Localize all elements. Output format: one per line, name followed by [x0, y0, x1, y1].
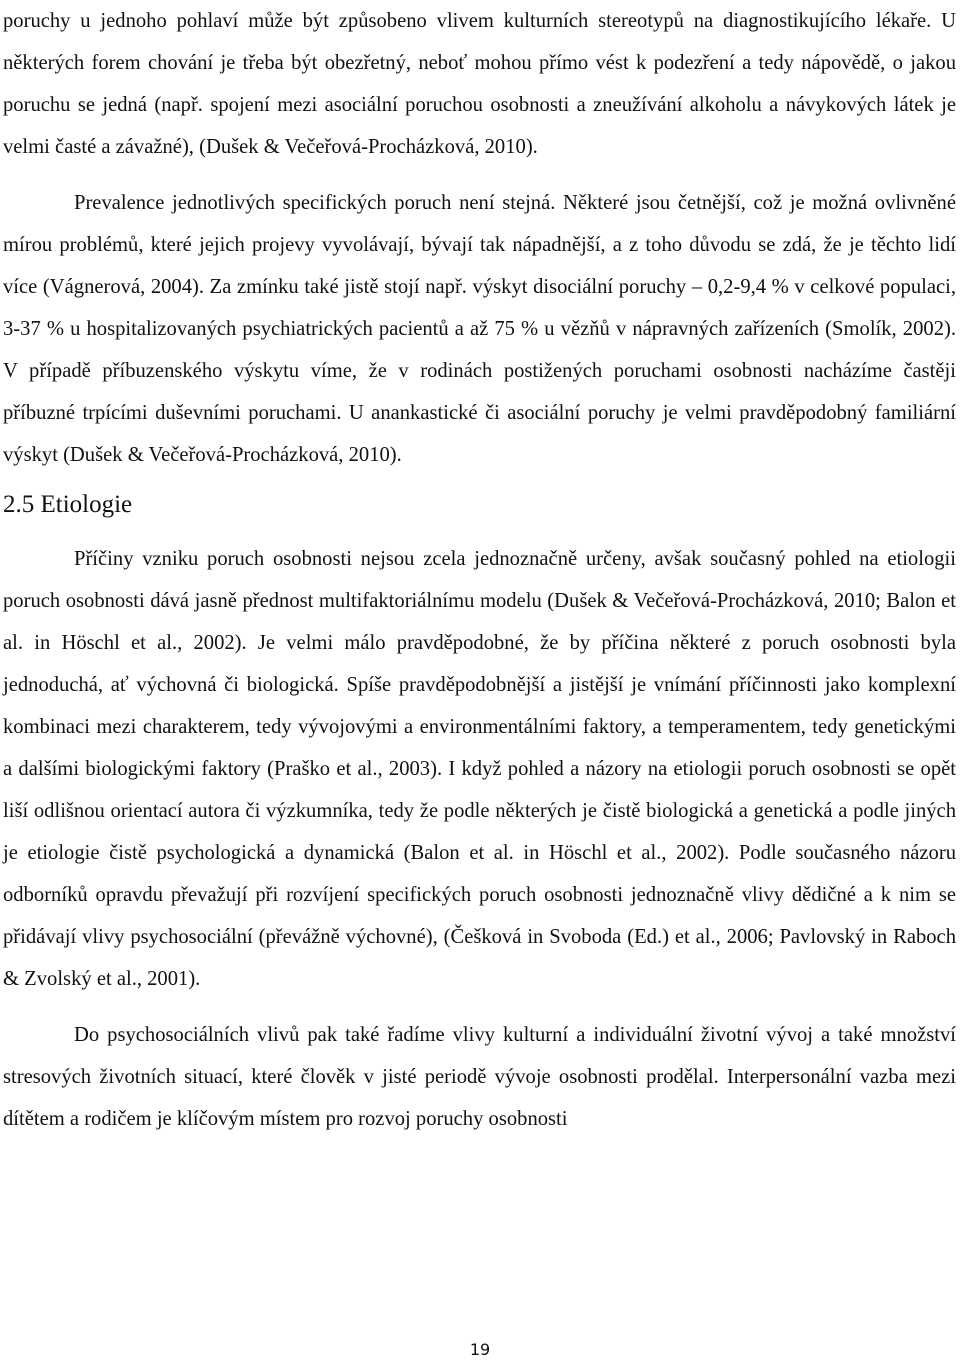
paragraph-prevalence: Prevalence jednotlivých specifických poruch není stejná. Některé jsou četnější, což je možná ovlivněné mírou problémů, které jejich projevy vyvolávají, bývají tak nápadnější, a z toho důvodu se zdá, že je těchto lidí více (Vágnerová, 2004). Za zmínku také jistě stojí např. výskyt disociální poruchy – 0,2-9,4 % v celkové populaci, 3-37 % u hospitalizovaných psychiatrických pacientů a až 75 % u vězňů v nápravných zařízeních (Smolík, 2002). V případě příbuzenského výskytu víme, že v rodinách postižených poruchami osobnosti nacházíme častěji příbuzné trpícími duševními poruchami. U anankastické či asociální poruchy je velmi pravděpodobný familiární výskyt (Dušek & Večeřová-Procházková, 2010). — [3, 192, 956, 466]
page-number: 19 — [469, 1340, 491, 1359]
paragraph-psychosocial: Do psychosociálních vlivů pak také řadíme vlivy kulturní a individuální životní vývoj a také množství stresových životních situací, které člověk v jisté periodě vývoje osobnosti prodělal. Interpersonální vazba mezi dítětem a rodičem je klíčovým místem pro rozvoj poruchy osobnosti — [3, 1024, 956, 1130]
section-heading: 2.5 Etiologie — [3, 491, 133, 518]
paragraph-spacer — [3, 168, 956, 182]
paragraph-continuation: poruchy u jednoho pohlaví může být způsobeno vlivem kulturních stereotypů na diagnostikujícího lékaře. U některých forem chování je třeba být obezřetný, neboť mohou přímo vést k podezření a tedy nápovědě, o jakou poruchu se jedná (např. spojení mezi asociální poruchou osobnosti a zneužívání alkoholu a návykových látek je velmi časté a závažné), (Dušek & Večeřová-Procházková, 2010). — [3, 10, 956, 158]
paragraph-spacer — [3, 476, 956, 486]
paragraph-spacer — [3, 1000, 956, 1014]
document-page — [3, 0, 956, 1140]
paragraph-etiology: Příčiny vzniku poruch osobnosti nejsou zcela jednoznačně určeny, avšak současný pohled na etiologii poruch osobnosti dává jasně přednost multifaktoriálnímu modelu (Dušek & Večeřová-Procházková, 2010; Balon et al. in Höschl et al., 2002). Je velmi málo pravděpodobné, že by příčina některé z poruch osobnosti byla jednoduchá, ať výchovná či biologická. Spíše pravděpodobnější a jistější je vnímání příčinnosti jako komplexní kombinaci mezi charakterem, tedy vývojovými a environmentálními faktory, a temperamentem, tedy genetickými a dalšími biologickými faktory (Praško et al., 2003). I když pohled a názory na etiologii poruch osobnosti se opět liší odlišnou orientací autora či výzkumníka, tedy že podle některých je čistě biologická a genetická a podle jiných je etiologie čistě psychologická a dynamická (Balon et al. in Höschl et al., 2002). Podle současného názoru odborníků opravdu převažují při rozvíjení specifických poruch osobnosti jednoznačně vlivy dědičné a k nim se přidávají vlivy psychosociální (převážně výchovné), (Češková in Svoboda (Ed.) et al., 2006; Pavlovský in Raboch & Zvolský et al., 2001). — [3, 548, 956, 990]
